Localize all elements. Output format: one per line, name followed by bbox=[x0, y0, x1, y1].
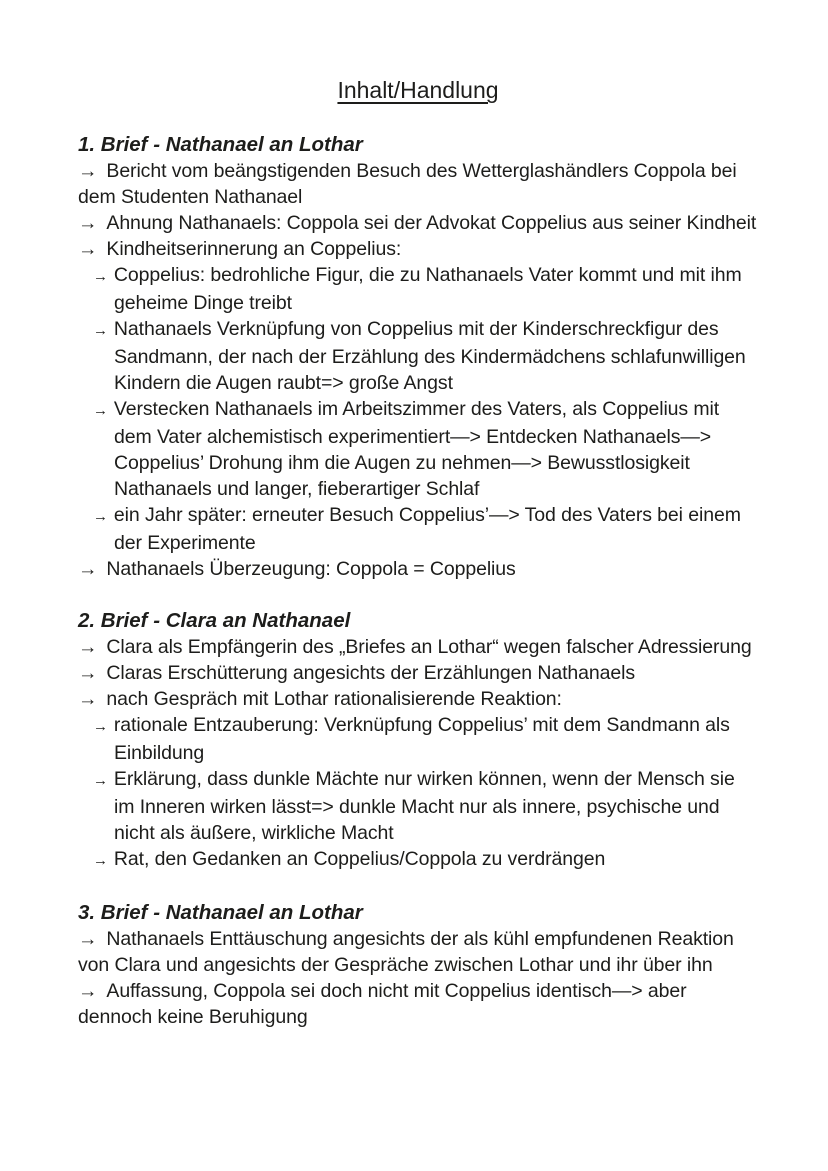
document-body bbox=[78, 132, 758, 1030]
list-item-text: Erklärung, dass dunkle Mächte nur wirken können, wenn der Mensch sie im Inneren wirken lässt=> dunkle Macht nur als innere, psychische und nicht als äußere, wirkliche Macht bbox=[113, 768, 735, 844]
list-item bbox=[78, 634, 758, 660]
section-heading: 2. Brief - Clara an Nathanael bbox=[78, 609, 351, 632]
list-item-text: Bericht vom beängstigenden Besuch des Wetterglashändlers Coppola bei dem Studenten Nathanael bbox=[78, 160, 737, 208]
list-item-text: Clara als Empfängerin des „Briefes an Lothar“ wegen falscher Adressierung bbox=[106, 636, 752, 658]
page-title bbox=[78, 76, 758, 104]
list-item bbox=[78, 236, 758, 262]
list-item-text: Auffassung, Coppola sei doch nicht mit Coppelius identisch—> aber dennoch keine Beruhigung bbox=[78, 980, 687, 1028]
list-item bbox=[78, 846, 758, 874]
arrow-icon: → bbox=[78, 212, 98, 234]
list-item bbox=[78, 556, 758, 582]
list-item bbox=[78, 686, 758, 712]
list-item-text: Verstecken Nathanaels im Arbeitszimmer des Vaters, als Coppelius mit dem Vater alchemistisch experimentiert—> Entdecken Nathanaels—> Coppelius’ Drohung ihm die Augen zu nehmen—> Bewusstlosigkeit Nathanaels und langer, fieberartiger Schlaf bbox=[113, 398, 720, 500]
list-item-text: Claras Erschütterung angesichts der Erzählungen Nathanaels bbox=[106, 662, 636, 684]
list-item-text: Rat, den Gedanken an Coppelius/Coppola zu verdrängen bbox=[113, 848, 606, 870]
arrow-icon: → bbox=[78, 928, 98, 950]
arrow-icon: → bbox=[93, 772, 108, 789]
list-item bbox=[78, 660, 758, 686]
list-item bbox=[78, 262, 758, 316]
arrow-icon: → bbox=[93, 508, 108, 525]
arrow-icon: → bbox=[78, 662, 98, 684]
list-item-text: Coppelius: bedrohliche Figur, die zu Nathanaels Vater kommt und mit ihm geheime Dinge treibt bbox=[113, 264, 742, 314]
arrow-icon: → bbox=[93, 852, 108, 869]
section-heading: 3. Brief - Nathanael an Lothar bbox=[78, 901, 363, 924]
arrow-icon: → bbox=[93, 718, 108, 735]
arrow-icon: → bbox=[78, 636, 98, 658]
list-item bbox=[78, 926, 758, 978]
list-item bbox=[78, 316, 758, 396]
list-item bbox=[78, 210, 758, 236]
arrow-icon: → bbox=[93, 322, 108, 339]
list-item bbox=[78, 158, 758, 210]
list-item-text: ein Jahr später: erneuter Besuch Coppelius’—> Tod des Vaters bei einem der Experimente bbox=[113, 504, 741, 554]
arrow-icon: → bbox=[78, 238, 98, 260]
list-item-text: Nathanaels Überzeugung: Coppola = Coppelius bbox=[106, 558, 516, 580]
list-item-text: Nathanaels Verknüpfung von Coppelius mit der Kinderschreckfigur des Sandmann, der nach der Erzählung des Kindermädchens schlafunwilligen Kindern die Augen raubt=> große Angst bbox=[113, 318, 746, 394]
list-item bbox=[78, 396, 758, 502]
section-heading: 1. Brief - Nathanael an Lothar bbox=[78, 133, 363, 156]
arrow-icon: → bbox=[93, 268, 108, 285]
arrow-icon: → bbox=[78, 160, 98, 182]
list-item bbox=[78, 766, 758, 846]
list-item-text: nach Gespräch mit Lothar rationalisierende Reaktion: bbox=[106, 688, 562, 710]
list-item bbox=[78, 978, 758, 1030]
arrow-icon: → bbox=[78, 558, 98, 580]
arrow-icon: → bbox=[78, 688, 98, 710]
list-item-text: Kindheitserinnerung an Coppelius: bbox=[106, 238, 402, 260]
list-item-text: Ahnung Nathanaels: Coppola sei der Advokat Coppelius aus seiner Kindheit bbox=[106, 212, 757, 234]
list-item-text: Nathanaels Enttäuschung angesichts der als kühl empfundenen Reaktion von Clara und angesichts der Gespräche zwischen Lothar und ihr über ihn bbox=[78, 928, 734, 976]
list-item bbox=[78, 502, 758, 556]
arrow-icon: → bbox=[93, 402, 108, 419]
page-title-text: Inhalt/Handlung bbox=[337, 77, 499, 103]
arrow-icon: → bbox=[78, 980, 98, 1002]
list-item bbox=[78, 712, 758, 766]
list-item-text: rationale Entzauberung: Verknüpfung Coppelius’ mit dem Sandmann als Einbildung bbox=[113, 714, 730, 764]
